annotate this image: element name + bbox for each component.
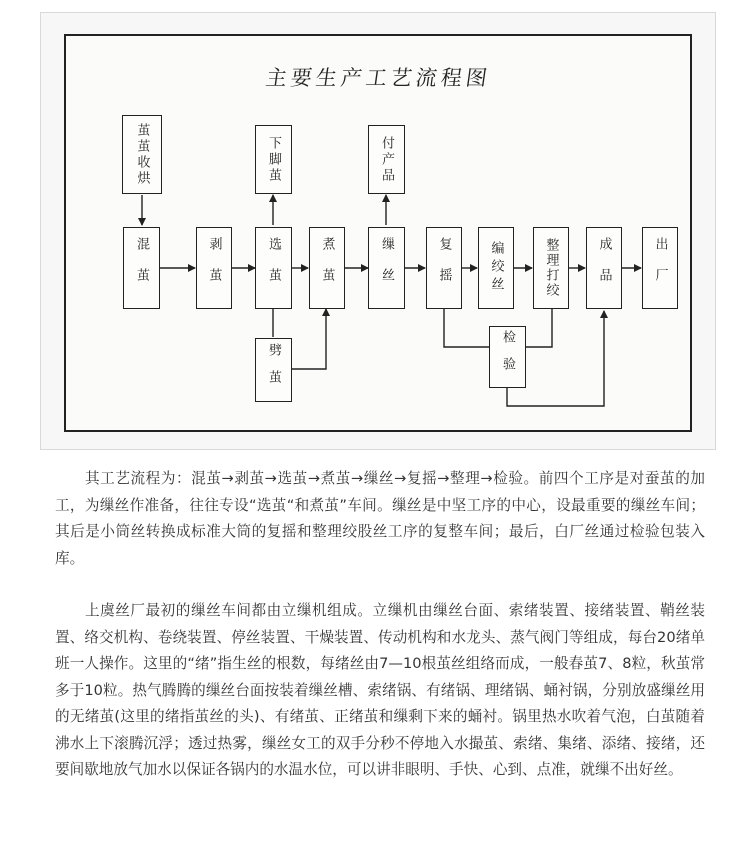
node-cocoon-sorting (255, 338, 292, 402)
node-reeling (368, 227, 405, 309)
node-label: 剥茧 (206, 237, 222, 299)
node-cooking (309, 227, 345, 309)
node-finishing (533, 227, 569, 309)
figure-frame (40, 12, 716, 450)
node-selecting (255, 227, 292, 309)
node-label: 检验 (500, 330, 515, 384)
node-label: 茧茧收烘 (134, 122, 150, 187)
node-cocoon-receiving (122, 115, 162, 194)
node-label: 煮茧 (319, 237, 335, 299)
flowchart-diagram (64, 34, 692, 432)
node-label: 编绞丝 (488, 241, 504, 295)
node-inspection (489, 326, 526, 388)
node-shipping (642, 227, 678, 309)
node-waste-cocoon (255, 125, 292, 194)
node-label: 出厂 (652, 237, 668, 299)
node-label: 付产品 (379, 135, 394, 184)
node-peeling (196, 227, 232, 309)
node-label: 整理打绞 (543, 238, 559, 298)
node-label: 缫丝 (379, 237, 394, 299)
node-twisting (478, 227, 514, 309)
node-label: 劈茧 (266, 343, 281, 397)
node-mixing (123, 227, 160, 309)
node-label: 下脚茧 (266, 135, 281, 184)
node-product (586, 227, 622, 309)
node-label: 成品 (596, 237, 612, 299)
node-label: 混茧 (134, 237, 149, 299)
paragraph-reeling-workshop: 上虞丝厂最初的缫丝车间都由立缫机组成。立缫机由缫丝台面、索绪装置、接绪装置、鞘丝装置、络交机构、卷绕装置、停丝装置、干燥装置、传动机构和水龙头、蒸气阀门等组成，每台20绪单班一人操作。这里的“绪”指生丝的根数，每绪丝由7—10根茧丝组络而成，一般春茧7、8粒，秋茧常多于10粒。热气腾腾的缫丝台面按装着缫丝槽、索绪锅、有绪锅、理绪锅、蛹衬锅，分别放盛缫丝用的无绪茧(这里的绪指茧丝的头)、有绪茧、正绪茧和缫剩下来的蛹衬。锅里热水吹着气泡，白茧随着沸水上下滚腾沉浮；透过热雾，缫丝女工的双手分秒不停地入水撮茧、索绪、集绪、添绪、接绪，还要间歇地放气加水以保证各锅内的水温水位，可以讲非眼明、手快、心到、点准，就缫不出好丝。 (55, 602, 705, 778)
node-label: 复摇 (436, 237, 452, 299)
paragraph-process: 其工艺流程为：混茧→剥茧→选茧→煮茧→缫丝→复摇→整理→检验。前四个工序是对蚕茧的加工，为缫丝作准备，往往专设“选茧“和煮茧”车间。缫丝是中坚工序的中心，设最重要的缫丝车间；其后是小筒丝转换成标准大筒的复摇和整理绞股丝工序的复整车间；最后，白厂丝通过检验包装入库。 (55, 470, 705, 567)
node-byproduct (368, 125, 405, 194)
node-label: 选茧 (266, 237, 281, 299)
diagram-title: 主要生产工艺流程图 (264, 66, 493, 90)
node-rereeling (426, 227, 462, 309)
